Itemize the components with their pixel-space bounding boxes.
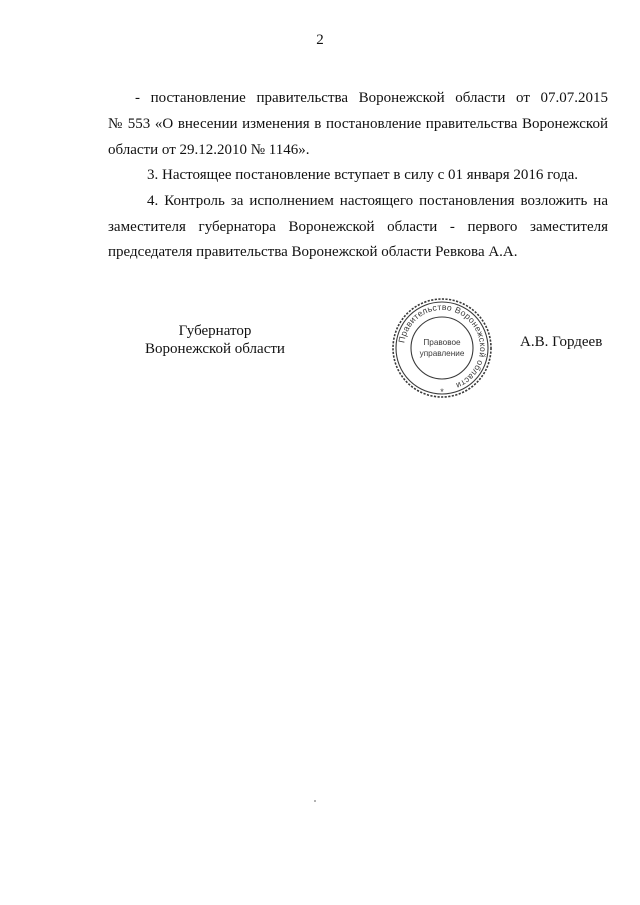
paragraph-1-line-1: - постановление правительства Воронежской области от 07.07.2015 [135,90,608,106]
paragraph-4-line-1: 4. Контроль за исполнением настоящего постановления возложить на [147,193,608,209]
signatory-position [120,322,310,358]
signatory-title: Губернатор [178,323,252,339]
stamp-center-line-2: управление [419,349,465,358]
paragraph-3-line-1: 3. Настоящее постановление вступает в силу с 01 января 2016 года. [147,167,579,183]
scan-speck [314,800,316,802]
stamp-star: * [440,387,444,397]
legal-department-stamp [390,296,494,400]
stamp-center-line-1: Правовое [423,338,461,347]
paragraph-1-line-2: № 553 «О внесении изменения в постановление правительства Воронежской [108,116,608,132]
page-number: 2 [316,32,324,48]
paragraph-1-line-3: области от 29.12.2010 № 1146». [108,142,310,158]
signatory-region: Воронежской области [145,341,285,357]
paragraph-4-line-3: председателя правительства Воронежской области Ревкова А.А. [108,244,518,260]
stamp-ring-text: Правительство Воронежской области [396,301,489,392]
signer-name: А.В. Гордеев [520,334,603,350]
paragraph-4-line-2: заместителя губернатора Воронежской области - первого заместителя [108,219,608,235]
